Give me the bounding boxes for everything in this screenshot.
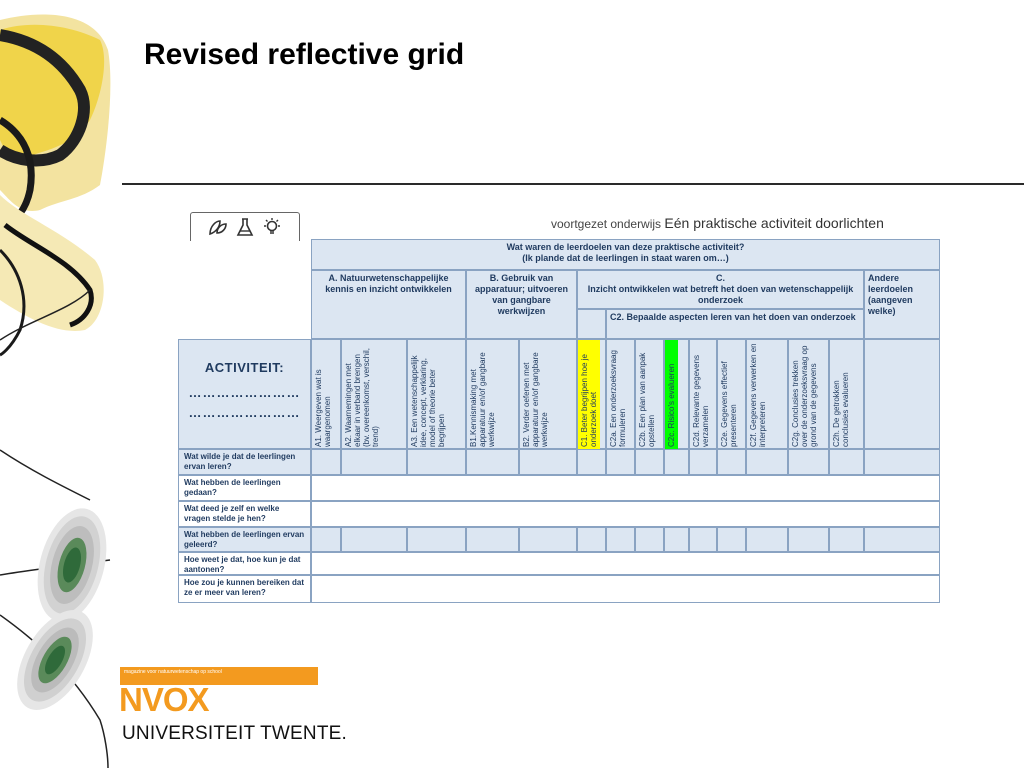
grid-cell[interactable] [829, 449, 864, 475]
column-header-text: B1.Kennismaking met apparatuur en/of gangbare werkwijze [469, 352, 496, 447]
group-c-header [577, 270, 864, 309]
column-header-rotator [342, 340, 408, 450]
grid-row-label: Wat wilde je dat de leerlingen ervan leren? [178, 449, 311, 475]
grid-row-label: Wat hebben de leerlingen gedaan? [178, 475, 311, 501]
grid-cell[interactable] [717, 527, 746, 552]
column-header [606, 339, 635, 449]
column-header [788, 339, 829, 449]
group-c-line2: Inzicht ontwikkelen wat betreft het doen van wetenschappelijk onderzoek [587, 284, 854, 305]
column-header [519, 339, 577, 449]
grid-cell[interactable] [407, 527, 466, 552]
column-header-rotator [607, 340, 636, 450]
grid-cell[interactable] [577, 449, 606, 475]
column-header [746, 339, 788, 449]
column-header-text: B2. Verder oefenen met apparatuur en/of gangbare werkwijze [522, 352, 549, 447]
university-logo: UNIVERSITEIT TWENTE. [122, 723, 347, 744]
column-header [717, 339, 746, 449]
reflective-grid [178, 239, 942, 603]
header-title: Eén praktische activiteit doorlichten [664, 215, 884, 231]
c1-spacer [577, 309, 606, 339]
grid-cell[interactable] [829, 527, 864, 552]
grid-cell[interactable] [311, 449, 341, 475]
column-header [466, 339, 519, 449]
leaf-icon [208, 218, 228, 236]
grid-cell[interactable] [864, 449, 940, 475]
decorative-leaf-artwork [0, 0, 130, 768]
grid-cell[interactable] [689, 527, 717, 552]
column-header-text: C2c. Risico's evalueren [665, 340, 678, 450]
bulb-icon [262, 217, 282, 237]
column-header-text: C2e. Gegevens effectief presenteren [720, 361, 738, 447]
grid-cell[interactable] [606, 449, 635, 475]
column-header-text: A1. Weergeven wat is waargenomen [314, 369, 332, 447]
group-b-header: B. Gebruik van apparatuur; uitvoeren van gangbare werkwijzen [466, 270, 577, 339]
column-header-rotator [467, 340, 520, 450]
column-header-rotator [718, 340, 747, 450]
column-header-text: C2f. Gegevens verwerken en interpreteren [749, 343, 767, 447]
grid-cell[interactable] [519, 449, 577, 475]
activity-dots-1: …………………… [188, 385, 301, 400]
column-header [577, 339, 606, 449]
page-header [551, 215, 884, 231]
column-header-text: C2h. De getrokken conclusies evalueren [832, 372, 850, 447]
column-header-rotator [830, 340, 865, 450]
grid-cell[interactable] [864, 527, 940, 552]
grid-cell[interactable] [664, 449, 689, 475]
column-header-rotator [747, 340, 789, 450]
group-c-line1: C. [716, 273, 725, 283]
column-header [635, 339, 664, 449]
column-header-rotator [690, 340, 718, 450]
grid-row-answer[interactable] [311, 575, 940, 603]
grid-row-answer[interactable] [311, 501, 940, 527]
column-header-rotator [312, 340, 342, 450]
grid-cell[interactable] [635, 527, 664, 552]
column-header-rotator [520, 340, 578, 450]
slide-title: Revised reflective grid [144, 38, 465, 71]
column-header-text: C2d. Relevante gegevens verzamelen [692, 354, 710, 447]
grid-cell[interactable] [635, 449, 664, 475]
column-header-rotator [789, 340, 830, 450]
grid-row-label: Hoe weet je dat, hoe kun je dat aantonen? [178, 552, 311, 575]
grid-row-label: Wat hebben de leerlingen ervan geleerd? [178, 527, 311, 552]
grid-top-heading-line2: (Ik plande dat de leerlingen in staat waren om…) [522, 253, 729, 263]
grid-row-label: Wat deed je zelf en welke vragen stelde je hen? [178, 501, 311, 527]
column-header-text: C1. Beter begrijpen hoe je onderzoek doet [578, 340, 600, 450]
grid-row-answer[interactable] [311, 475, 940, 501]
column-header-rotator [636, 340, 665, 450]
activity-label: ACTIVITEIT: [204, 360, 285, 375]
column-header [689, 339, 717, 449]
grid-cell[interactable] [341, 527, 407, 552]
column-header [664, 339, 689, 449]
activity-dots-2: …………………… [188, 405, 301, 420]
grid-cell[interactable] [519, 527, 577, 552]
column-header-text: A2. Waarnemingen met elkaar in verband brengen (bv. overeenkomst, verschil, trend) [344, 348, 380, 447]
column-header-rotator [665, 340, 690, 450]
nvox-logo: NVOX [119, 681, 209, 718]
column-header [311, 339, 341, 449]
column-header [407, 339, 466, 449]
column-header-text: A3. Een wetenschappelijk idee, concept, verklaring, model of theorie beter begrijpen [410, 355, 446, 447]
grid-cell[interactable] [466, 527, 519, 552]
column-header-rotator [408, 340, 467, 450]
grid-top-heading-line1: Wat waren de leerdoelen van deze praktische activiteit? [506, 242, 745, 252]
grid-cell[interactable] [788, 449, 829, 475]
column-header-text: C2b. Een plan van aanpak opstellen [638, 352, 656, 447]
column-header-text: C2g. Conclusies trekken over de onderzoeksvraag op grond van de gegevens [791, 345, 818, 447]
grid-cell[interactable] [746, 449, 788, 475]
grid-cell[interactable] [664, 527, 689, 552]
column-header [829, 339, 864, 449]
column-header-text: C2a. Een onderzoeksvraag formuleren [609, 350, 627, 447]
activity-header [178, 339, 311, 449]
grid-cell[interactable] [466, 449, 519, 475]
other-goals-column-header [864, 339, 940, 449]
grid-cell[interactable] [577, 527, 606, 552]
other-goals-header: Andere leerdoelen (aangeven welke) [864, 270, 940, 339]
grid-cell[interactable] [407, 449, 466, 475]
grid-cell[interactable] [746, 527, 788, 552]
grid-cell[interactable] [788, 527, 829, 552]
group-c2-header: C2. Bepaalde aspecten leren van het doen van onderzoek [606, 309, 864, 339]
grid-row-label: Hoe zou je kunnen bereiken dat ze er meer van leren? [178, 575, 311, 603]
grid-cell[interactable] [311, 527, 341, 552]
grid-cell[interactable] [689, 449, 717, 475]
grid-top-heading [311, 239, 940, 270]
header-prefix: voortgezet onderwijs [551, 217, 662, 231]
grid-cell[interactable] [606, 527, 635, 552]
group-a-header: A. Natuurwetenschappelijke kennis en inzicht ontwikkelen [311, 270, 466, 339]
column-header-rotator [578, 340, 607, 450]
column-header [341, 339, 407, 449]
grid-row-answer[interactable] [311, 552, 940, 575]
grid-cell[interactable] [341, 449, 407, 475]
icon-tab [190, 212, 300, 241]
flask-icon [236, 217, 254, 237]
nvox-tagline: magazine voor natuurwetenschap op school [124, 669, 222, 675]
title-divider [122, 183, 1024, 185]
grid-cell[interactable] [717, 449, 746, 475]
